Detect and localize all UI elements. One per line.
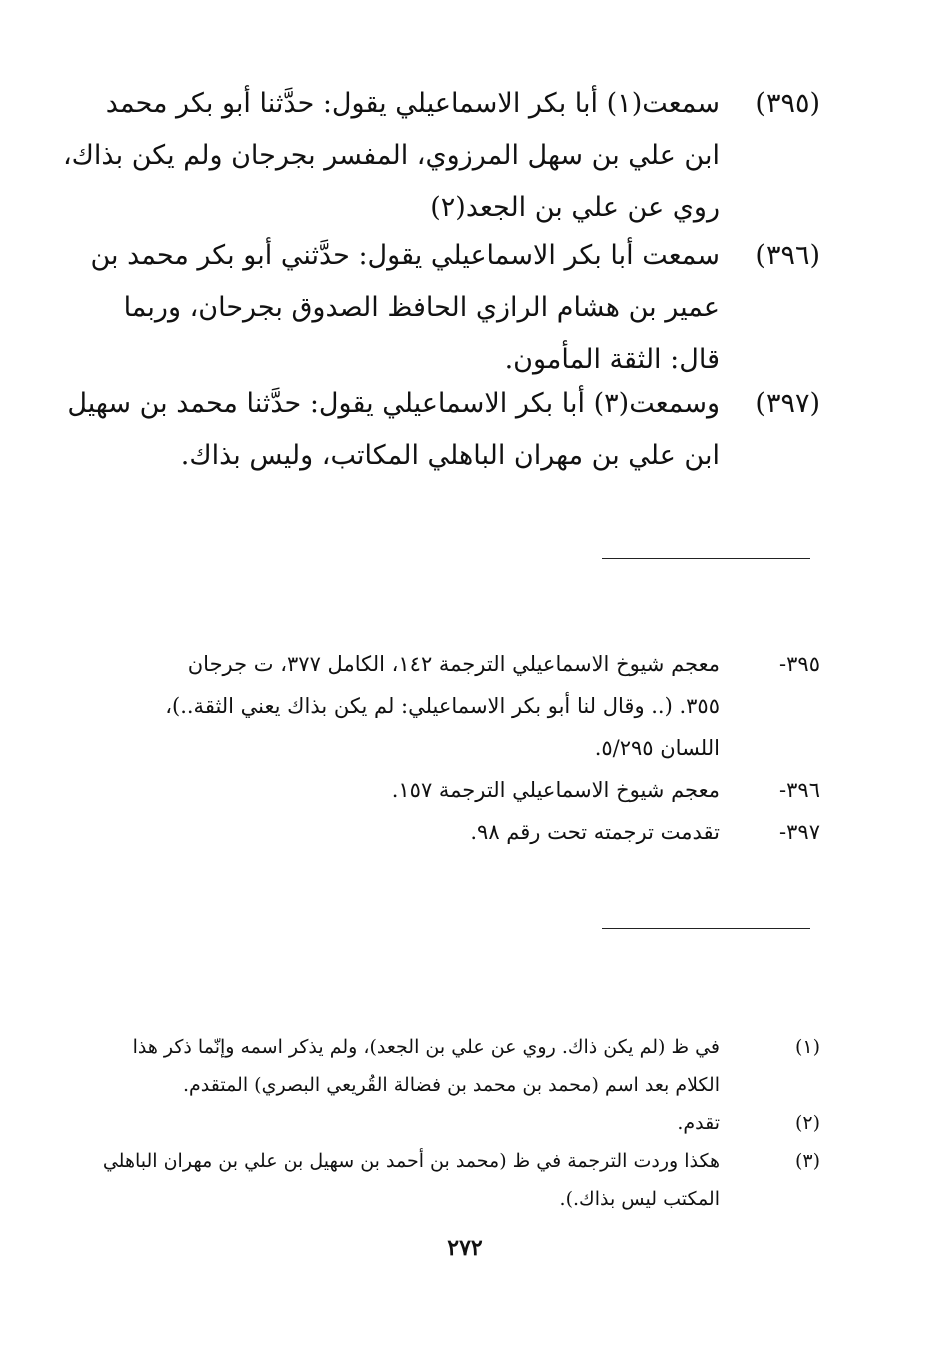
note-text	[110, 643, 720, 769]
footnote-1	[110, 1028, 820, 1104]
entry-line: وسمعت(٣) أبا بكر الاسماعيلي يقول: حدَّثنا محمد بن سهيل	[67, 388, 720, 419]
footnote-number: (١)	[794, 1036, 820, 1058]
entry-text	[62, 78, 720, 234]
footnote-line: المكتب ليس بذاك.).	[559, 1188, 720, 1210]
note-396	[110, 769, 820, 811]
note-number: ٣٩٧-	[779, 820, 820, 844]
entry-396	[90, 230, 820, 386]
entry-397	[67, 378, 820, 482]
entry-number: (٣٩٦)	[755, 240, 820, 271]
entry-text	[90, 230, 720, 386]
note-line: تقدمت ترجمته تحت رقم ٩٨.	[470, 820, 720, 844]
footnote-3	[102, 1142, 820, 1218]
entry-line: سمعت(١) أبا بكر الاسماعيلي يقول: حدَّثنا أبو بكر محمد	[105, 88, 720, 119]
footnote-number: (٢)	[794, 1112, 820, 1134]
note-number: ٣٩٥-	[779, 652, 820, 676]
note-397	[110, 811, 820, 853]
entry-line: ابن علي بن مهران الباهلي المكاتب، وليس بذاك.	[180, 440, 720, 471]
footnote-text	[102, 1142, 720, 1218]
footnote-line: تقدم.	[677, 1112, 720, 1134]
entry-line: قال: الثقة المأمون.	[504, 344, 720, 375]
footnote-line: في ظ (لم يكن ذاك. روي عن علي بن الجعد)، ولم يذكر اسمه وإنّما ذكر هذا	[132, 1036, 720, 1058]
note-line: اللسان ٥/٢٩٥.	[594, 736, 720, 760]
entry-line: روي عن علي بن الجعد(٢)	[430, 192, 720, 223]
footnote-line: هكذا وردت الترجمة في ظ (محمد بن أحمد بن سهيل بن علي بن مهران الباهلي	[102, 1150, 720, 1172]
entry-text	[67, 378, 720, 482]
footnote-2	[110, 1104, 820, 1142]
note-line: معجم شيوخ الاسماعيلي الترجمة ١٤٢، الكامل ٣٧٧، ت جرجان	[187, 652, 720, 676]
divider-rule	[602, 928, 810, 929]
entry-number: (٣٩٥)	[755, 88, 820, 119]
footnote-text	[110, 1104, 720, 1142]
note-number: ٣٩٦-	[779, 778, 820, 802]
page-number: ٢٧٢	[447, 1235, 483, 1261]
entry-number: (٣٩٧)	[755, 388, 820, 419]
entry-line: سمعت أبا بكر الاسماعيلي يقول: حدَّثني أبو بكر محمد بن	[90, 240, 720, 271]
note-text	[110, 769, 720, 811]
note-395	[110, 643, 820, 769]
note-text	[110, 811, 720, 853]
entry-line: عمير بن هشام الرازي الحافظ الصدوق بجرحان، وربما	[123, 292, 720, 323]
entry-395	[62, 78, 820, 234]
footnote-number: (٣)	[794, 1150, 820, 1172]
footnote-text	[110, 1028, 720, 1104]
entry-line: ابن علي بن سهل المرزوي، المفسر بجرجان ولم يكن بذاك،	[62, 140, 720, 171]
note-line: ٣٥٥. (.. وقال لنا أبو بكر الاسماعيلي: لم يكن بذاك يعني الثقة..)،	[165, 694, 720, 718]
divider-rule	[602, 558, 810, 559]
footnote-line: الكلام بعد اسم (محمد بن محمد بن فضالة القُريعي البصري) المتقدم.	[182, 1074, 720, 1096]
note-line: معجم شيوخ الاسماعيلي الترجمة ١٥٧.	[391, 778, 720, 802]
